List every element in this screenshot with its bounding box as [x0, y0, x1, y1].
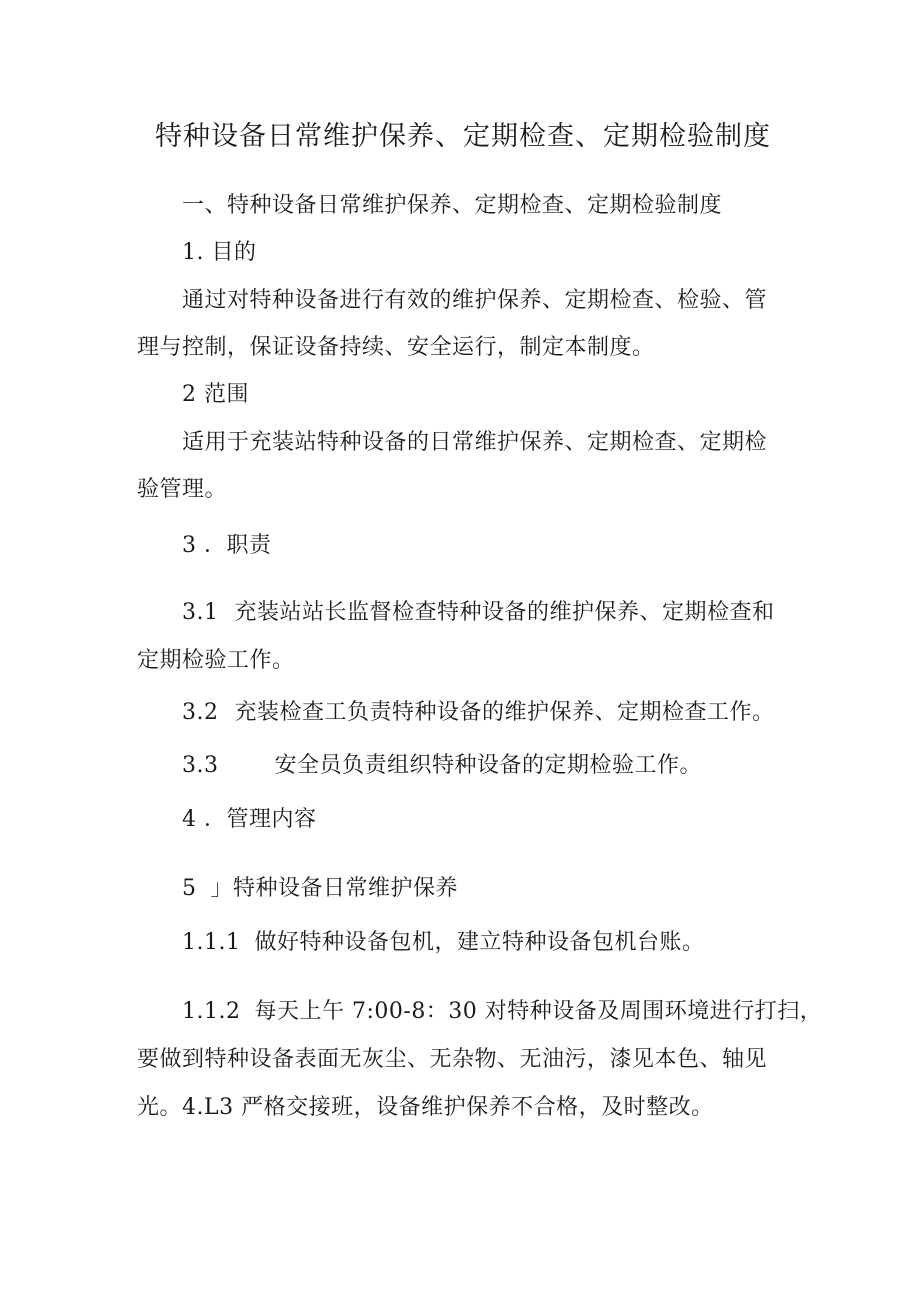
duty-3-3-text: 安全员负责组织特种设备的定期检验工作。 — [274, 753, 703, 778]
section-heading: 一、特种设备日常维护保养、定期检查、定期检验制度 — [182, 193, 723, 218]
scope-heading: 2 范围 — [182, 382, 249, 407]
duty-3-2 — [182, 698, 775, 728]
duty-heading: 3 ．职责 — [182, 533, 272, 558]
item-1-1-2-line-3: 光。4.L3 严格交接班，设备维护保养不合格，及时整改。 — [137, 1095, 714, 1120]
item-5-number: 5 — [182, 876, 197, 901]
scope-paragraph-line-1: 适用于充装站特种设备的日常维护保养、定期检查、定期检 — [182, 430, 768, 455]
duty-3-2-text: 充装检查工负责特种设备的维护保养、定期检查工作。 — [234, 700, 775, 725]
purpose-paragraph-line-1: 通过对特种设备进行有效的维护保养、定期检查、检验、管 — [182, 288, 768, 313]
item-1-1-1-text: 做好特种设备包机，建立特种设备包机台账。 — [254, 930, 705, 955]
item-5-text: 」特种设备日常维护保养 — [210, 876, 459, 901]
item-1-1-2-number: 1.1.2 — [182, 999, 241, 1024]
purpose-heading: 1. 目的 — [182, 240, 257, 265]
scope-paragraph-line-2: 验管理。 — [137, 477, 228, 502]
duty-3-3 — [182, 751, 702, 781]
item-5 — [182, 874, 458, 904]
item-1-1-2-line-2: 要做到特种设备表面无灰尘、无杂物、无油污，漆见本色、轴见 — [137, 1047, 768, 1072]
duty-3-2-number: 3.2 — [182, 700, 219, 725]
duty-3-3-number: 3.3 — [182, 753, 219, 778]
duty-3-1-number: 3.1 — [182, 600, 219, 625]
item-1-1-2-line-1 — [182, 997, 822, 1027]
item-1-1-1 — [182, 928, 705, 958]
duty-3-1-line-1 — [182, 598, 775, 628]
item-1-1-1-number: 1.1.1 — [182, 930, 241, 955]
duty-3-1-text: 充装站站长监督检查特种设备的维护保养、定期检查和 — [234, 600, 775, 625]
purpose-paragraph-line-2: 理与控制，保证设备持续、安全运行，制定本制度。 — [137, 335, 655, 360]
page-title: 特种设备日常维护保养、定期检查、定期检验制度 — [155, 121, 771, 152]
duty-3-1-line-2: 定期检验工作。 — [137, 648, 295, 673]
item-1-1-2-text: 每天上午 7:00-8：30 对特种设备及周围环境进行打扫， — [254, 999, 823, 1024]
management-heading: 4 ．管理内容 — [182, 807, 317, 832]
